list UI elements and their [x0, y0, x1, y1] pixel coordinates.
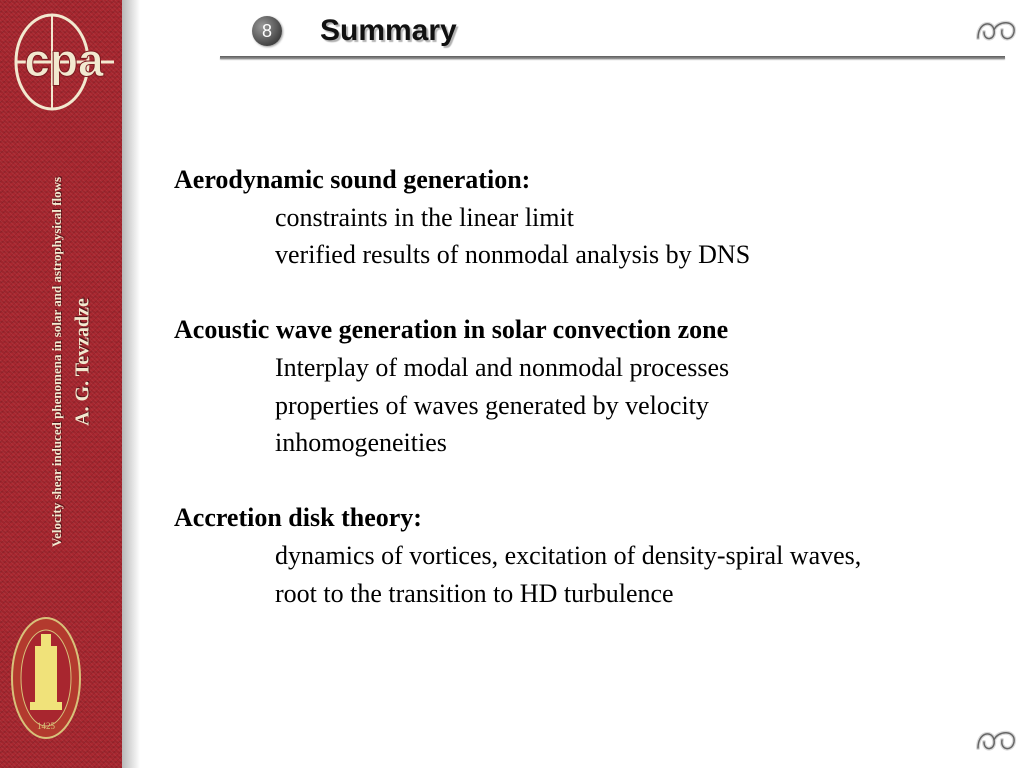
sidebar: [0, 0, 122, 768]
presentation-subtitle: Velocity shear induced phenomena in solar and astrophysical flows: [49, 176, 64, 548]
section-heading: Acoustic wave generation in solar convection zone: [174, 315, 729, 345]
section-heading: Aerodynamic sound generation:: [174, 165, 531, 194]
section-item: properties of waves generated by velocity inhomogeneities: [275, 390, 709, 458]
section-accretion-disk: [174, 499, 974, 612]
corner-ornament-icon: [972, 724, 1020, 756]
sidebar-shadow: [122, 0, 140, 768]
section-item: Interplay of modal and nonmodal processes: [275, 352, 730, 382]
section-item: verified results of nonmodal analysis by DNS: [275, 240, 751, 270]
section-item: constraints in the linear limit: [275, 202, 574, 232]
section-acoustic-wave: [174, 311, 974, 461]
header-divider: [220, 56, 1005, 59]
section-aerodynamic-sound: [174, 161, 974, 274]
section-item: dynamics of vortices, excitation of density-spiral waves, root to the transition to HD turbulence: [275, 540, 862, 608]
logo-text: cpa: [24, 34, 104, 86]
slide-number-badge: 8: [252, 16, 282, 46]
presentation-author: A. G. Tevzadze: [71, 298, 94, 426]
corner-ornament-icon: [972, 14, 1020, 46]
summary-content: [174, 161, 974, 650]
cpa-logo: [12, 12, 118, 112]
seal-year: 1425: [37, 721, 55, 731]
university-seal-icon: [8, 616, 92, 746]
section-heading: Accretion disk theory:: [174, 503, 422, 533]
slide-title: Summary: [320, 14, 457, 47]
